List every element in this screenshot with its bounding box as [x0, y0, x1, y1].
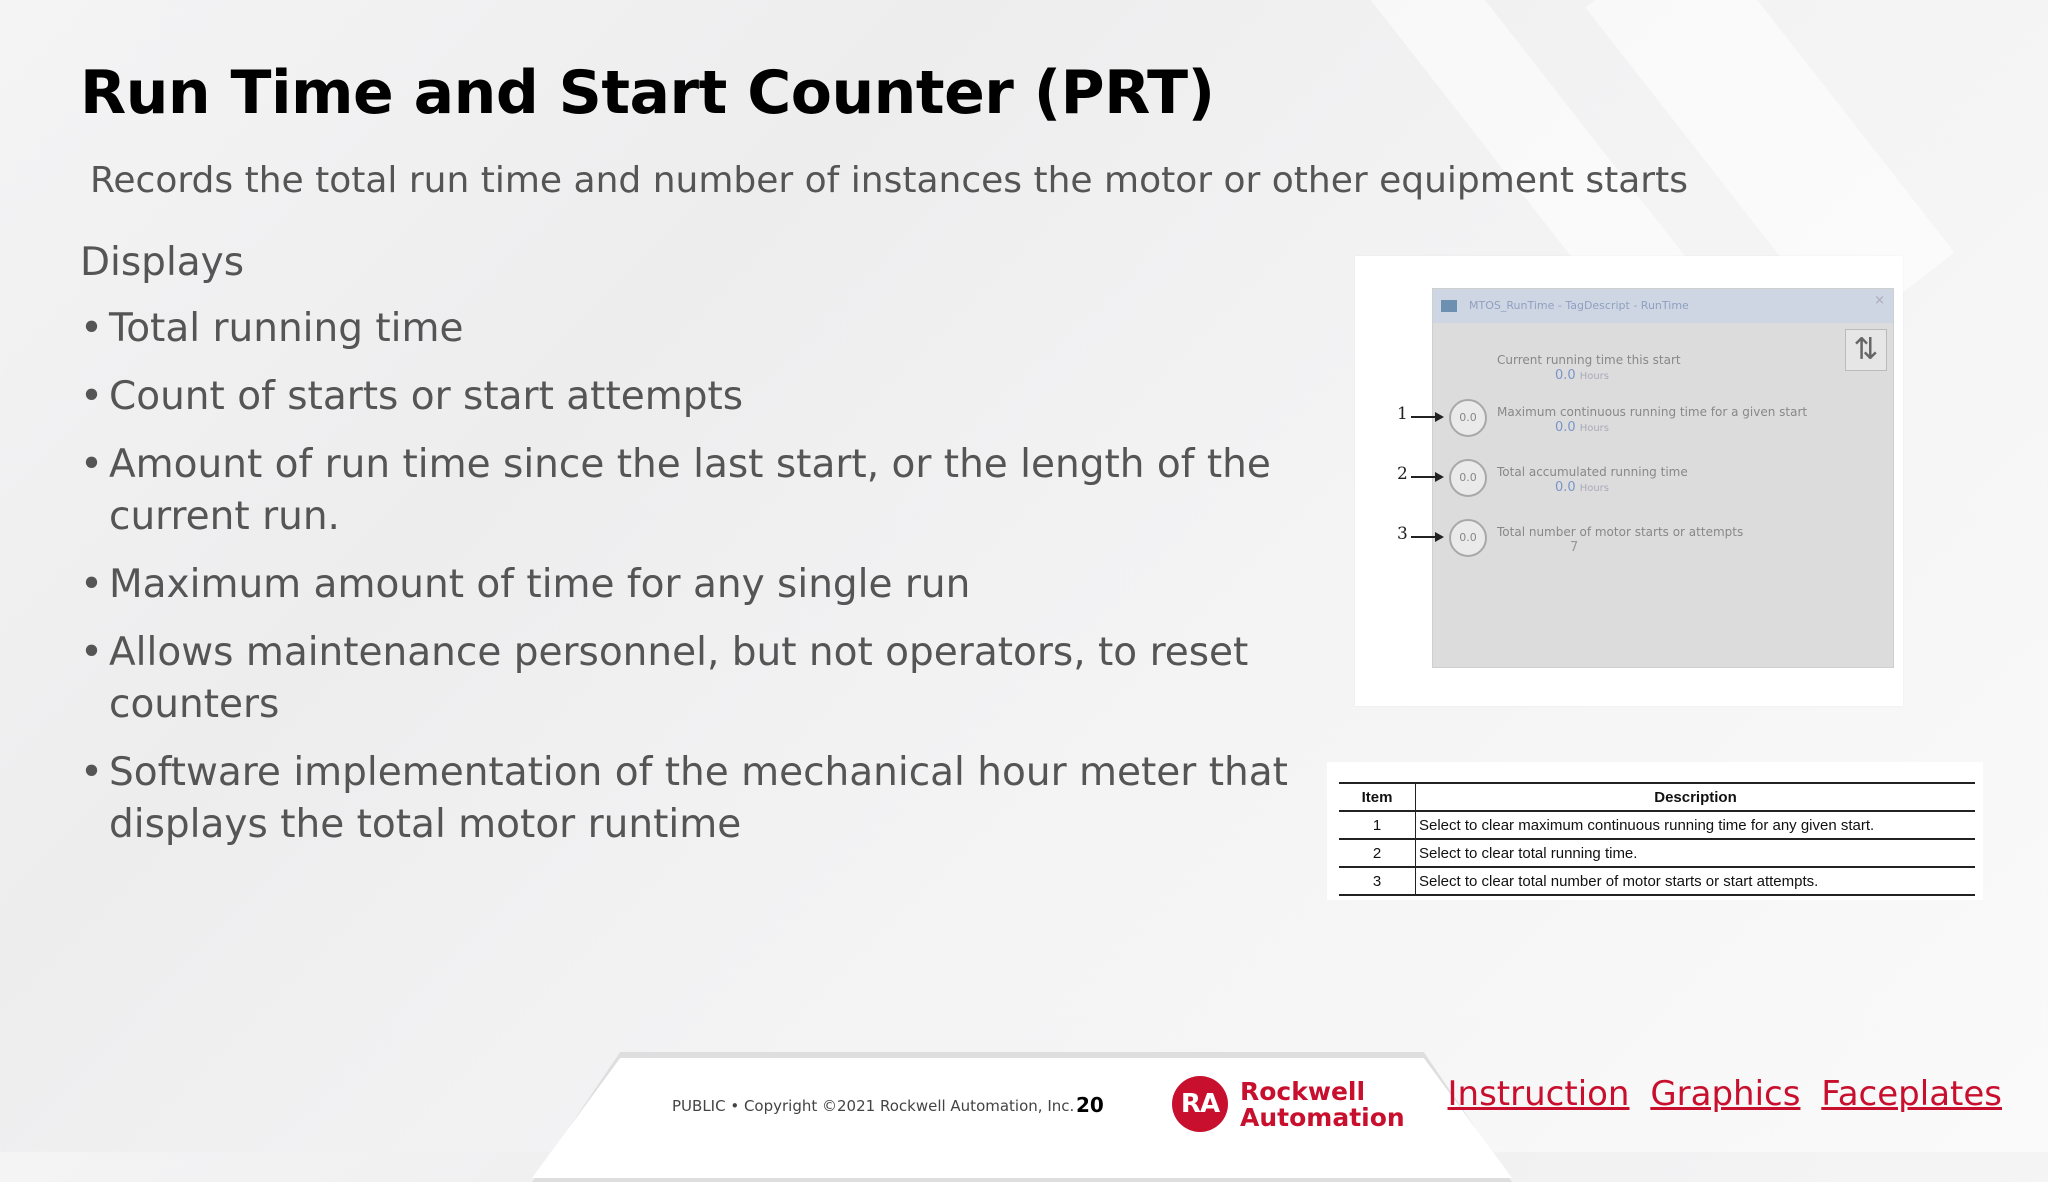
- bullet-item: [80, 627, 1290, 731]
- faceplate-row-label: Maximum continuous running time for a given start: [1497, 405, 1808, 419]
- bullet-dot-icon: •: [80, 442, 104, 487]
- faceplate-row-current: [1433, 347, 1893, 397]
- logo-line-1: Rockwell: [1240, 1077, 1366, 1106]
- callout-number: 2: [1397, 464, 1408, 484]
- sort-arrows-icon: ⇅: [1845, 329, 1887, 371]
- bullet-dot-icon: •: [80, 306, 104, 351]
- page-number: 20: [1076, 1093, 1104, 1117]
- bullet-text: Amount of run time since the last start, or the length of the current run.: [109, 442, 1271, 539]
- faceplate-row-total: [1433, 459, 1893, 509]
- faceplate-window-title: MTOS_RunTime - TagDescript - RunTime: [1469, 299, 1689, 312]
- bullet-dot-icon: •: [80, 630, 104, 675]
- slide-content: [80, 240, 1290, 867]
- table-cell-item: 1: [1339, 811, 1416, 839]
- footer-copyright: PUBLIC • Copyright ©2021 Rockwell Automation, Inc.: [672, 1097, 1075, 1115]
- faceplates-link[interactable]: Faceplates: [1821, 1074, 2002, 1114]
- callout-number: 3: [1397, 524, 1408, 544]
- bullet-dot-icon: •: [80, 750, 104, 795]
- bullet-text: Allows maintenance personnel, but not operators, to reset counters: [109, 630, 1249, 727]
- rockwell-logo-icon: RA: [1172, 1076, 1228, 1132]
- arrow-right-icon: [1435, 532, 1444, 542]
- table-cell-description: Select to clear total running time.: [1416, 839, 1976, 867]
- bullet-item: [80, 747, 1290, 851]
- bullet-text: Software implementation of the mechanical hour meter that displays the total motor runtime: [109, 750, 1288, 847]
- faceplate-titlebar: [1433, 289, 1893, 323]
- bullet-item: [80, 559, 1290, 611]
- slide-title: Run Time and Start Counter (PRT): [80, 58, 1215, 128]
- bullet-text: Count of starts or start attempts: [109, 374, 744, 419]
- logo-line-2: Automation: [1240, 1103, 1405, 1132]
- displays-label: Displays: [80, 240, 245, 285]
- arrow-right-icon: [1435, 412, 1444, 422]
- faceplate-row-starts: [1433, 519, 1893, 569]
- close-icon: ×: [1874, 293, 1885, 308]
- reset-max-button: 0.0: [1449, 399, 1487, 437]
- items-table: [1339, 782, 1975, 896]
- nav-links: [1438, 1074, 2002, 1114]
- callout-number: 1: [1397, 404, 1408, 424]
- item-description-table: [1327, 762, 1983, 900]
- faceplate-screenshot: [1355, 256, 1903, 706]
- table-cell-description: Select to clear total number of motor starts or start attempts.: [1416, 867, 1976, 895]
- bullet-item: [80, 439, 1290, 543]
- reset-starts-button: 0.0: [1449, 519, 1487, 557]
- table-cell-item: 2: [1339, 839, 1416, 867]
- bullet-item: [80, 303, 1290, 355]
- callout-arrow: [1411, 476, 1435, 478]
- table-cell-item: 3: [1339, 867, 1416, 895]
- table-row: [1339, 811, 1975, 839]
- reset-total-button: 0.0: [1449, 459, 1487, 497]
- faceplate-row-label: Total accumulated running time: [1497, 465, 1688, 479]
- faceplate-row-label: Current running time this start: [1497, 353, 1681, 367]
- faceplate-row-value: 7: [1570, 540, 1579, 555]
- faceplate-row-value: 0.0 Hours: [1555, 420, 1609, 435]
- bullet-item: [80, 371, 1290, 423]
- app-icon: [1441, 300, 1457, 312]
- callout-arrow: [1411, 536, 1435, 538]
- faceplate-row-max: [1433, 399, 1893, 449]
- faceplate-row-value: 0.0 Hours: [1555, 480, 1609, 495]
- column-header-description: Description: [1416, 783, 1976, 811]
- slide-subtitle: Records the total run time and number of instances the motor or other equipment starts: [90, 160, 1688, 201]
- table-cell-description: Select to clear maximum continuous running time for any given start.: [1416, 811, 1976, 839]
- bullet-dot-icon: •: [80, 562, 104, 607]
- bullet-text: Total running time: [109, 306, 464, 351]
- graphics-link[interactable]: Graphics: [1650, 1074, 1801, 1114]
- faceplate-window: [1432, 288, 1894, 668]
- instruction-link[interactable]: Instruction: [1447, 1074, 1630, 1114]
- arrow-right-icon: [1435, 472, 1444, 482]
- table-header-row: [1339, 783, 1975, 811]
- bullet-text: Maximum amount of time for any single run: [109, 562, 971, 607]
- faceplate-row-label: Total number of motor starts or attempts: [1497, 525, 1744, 539]
- table-row: [1339, 867, 1975, 895]
- faceplate-row-value: 0.0 Hours: [1555, 368, 1609, 383]
- rockwell-logo-text: [1240, 1079, 1405, 1131]
- column-header-item: Item: [1339, 783, 1416, 811]
- bullet-list: [80, 303, 1290, 851]
- table-row: [1339, 839, 1975, 867]
- bullet-dot-icon: •: [80, 374, 104, 419]
- callout-arrow: [1411, 416, 1435, 418]
